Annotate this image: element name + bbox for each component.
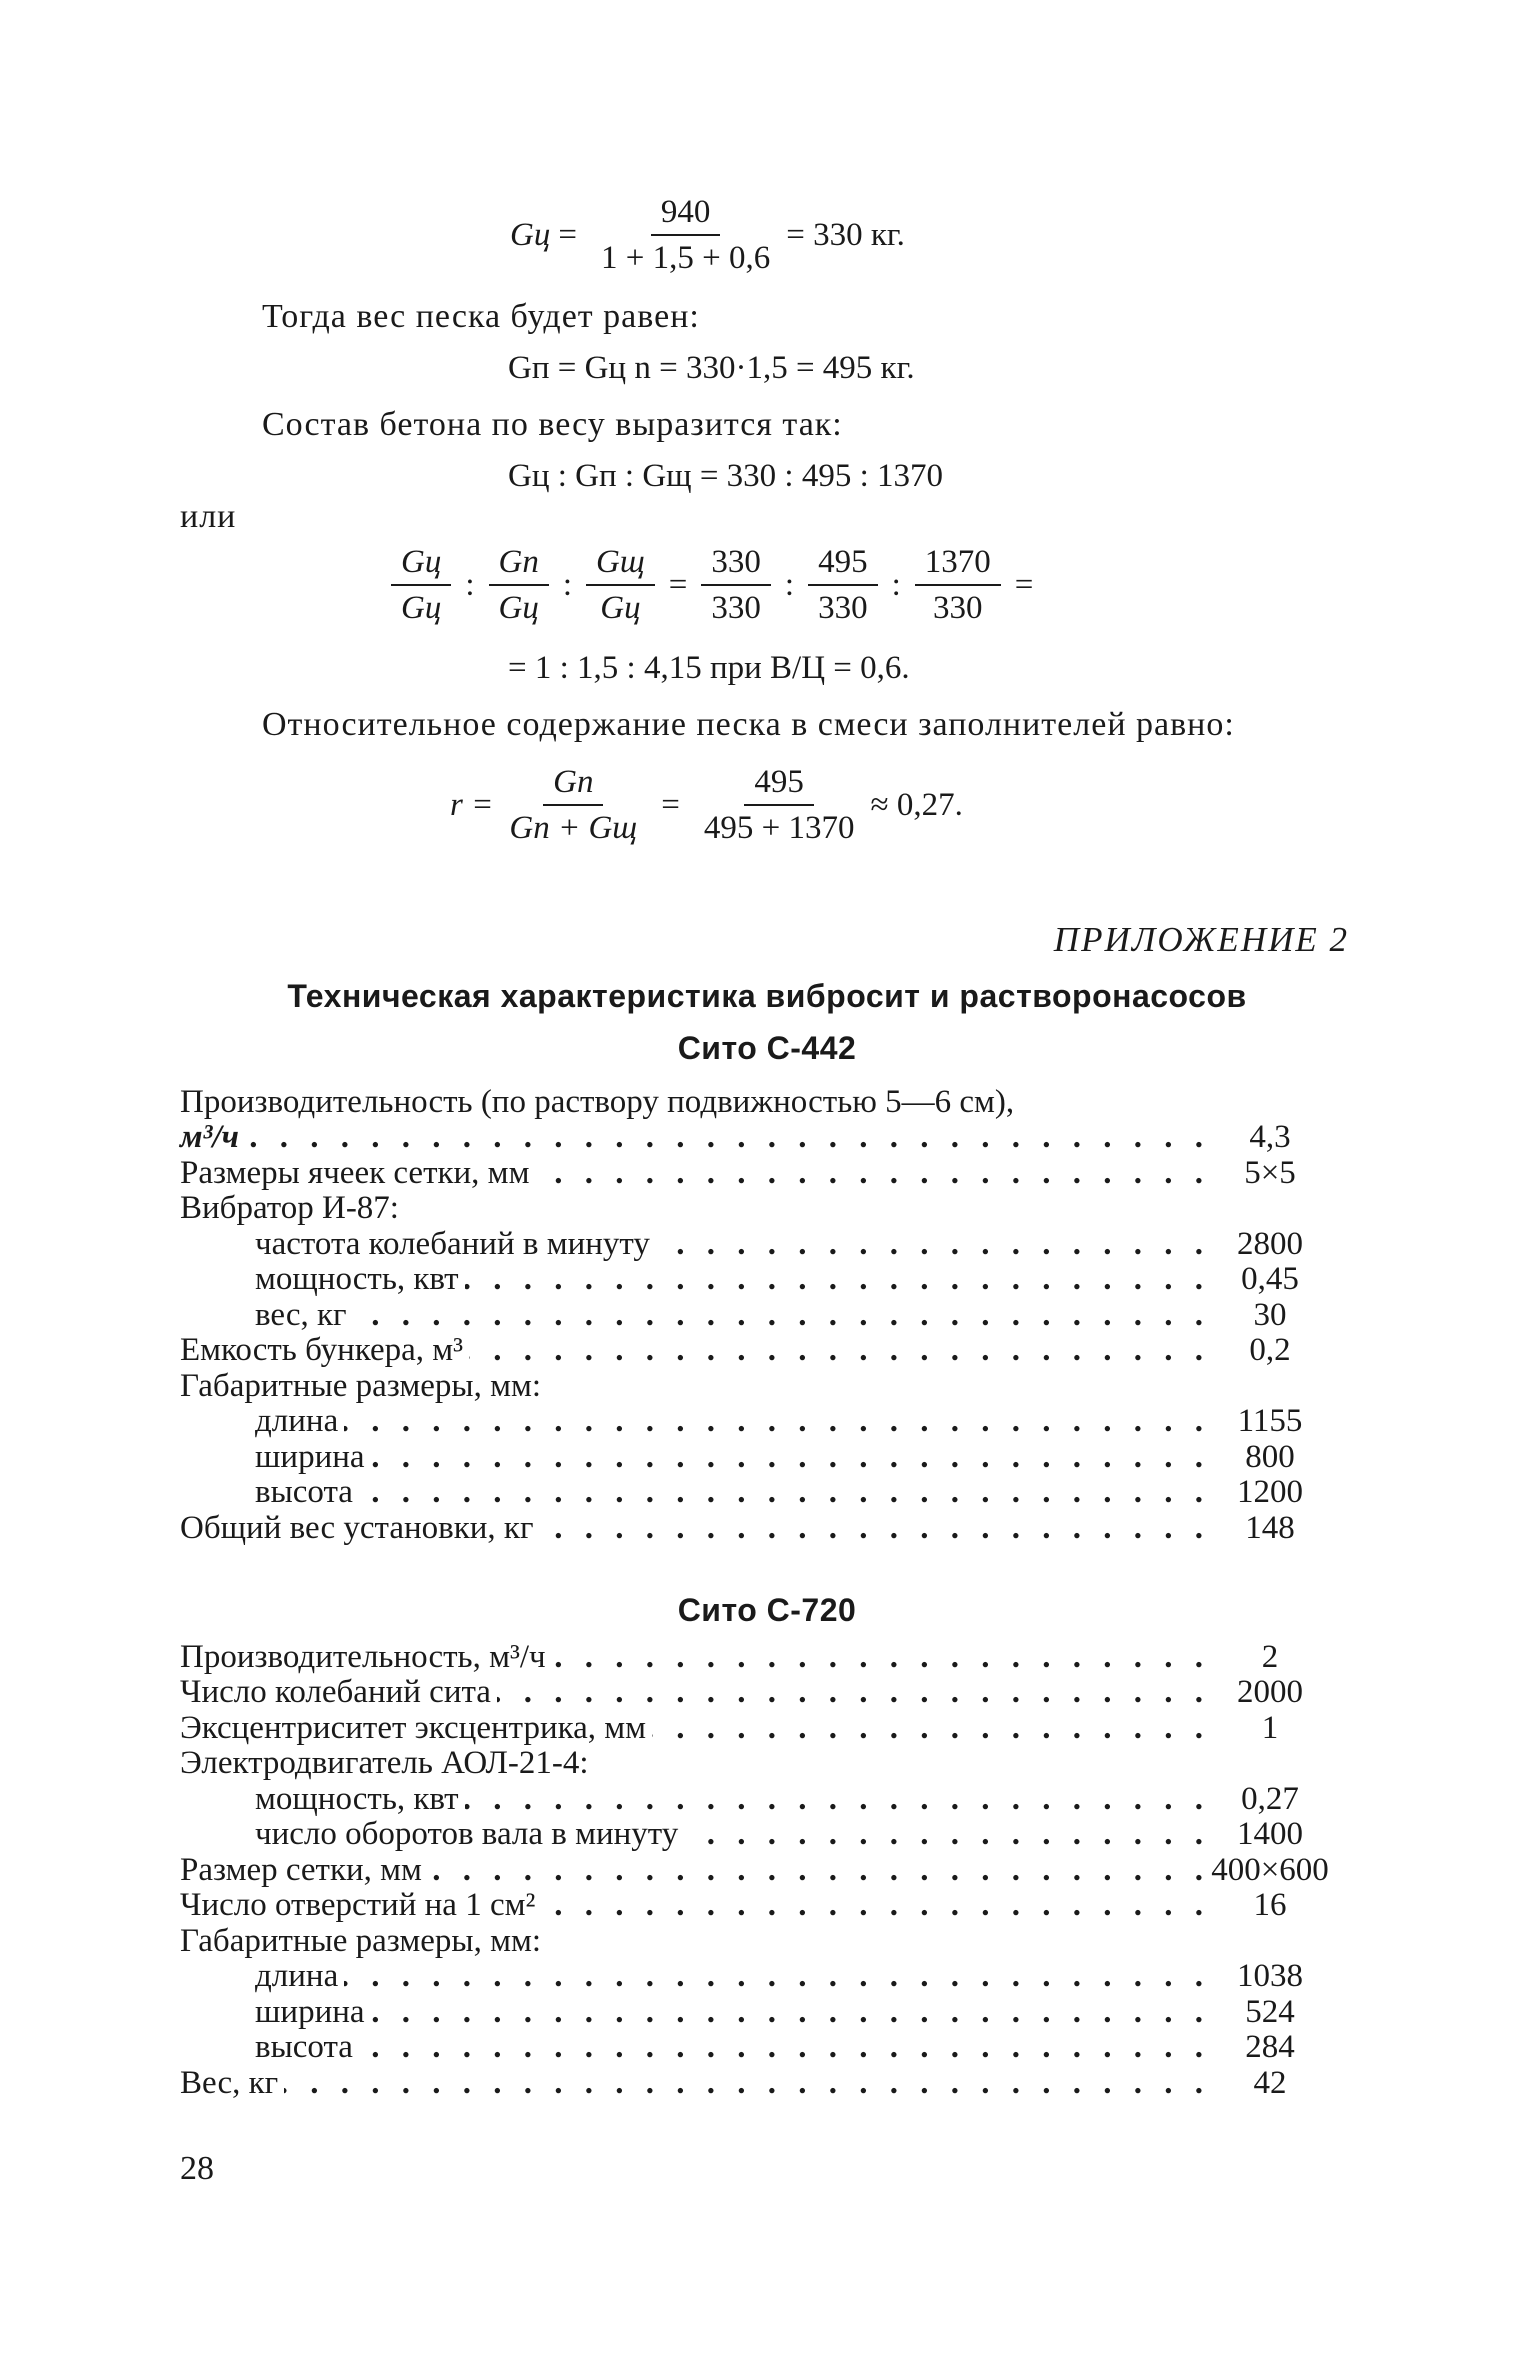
dot-leader [371,2001,1210,2031]
equals-sign: = [558,216,577,253]
sieve2-spec-table [180,1640,1330,2102]
spec-row [180,1085,1330,1121]
ratio-fraction-4 [701,540,771,630]
fraction-denominator: 330 [711,590,761,626]
spec-row [180,1782,1330,1818]
dot-leader [541,1894,1210,1924]
dot-leader [353,1304,1210,1334]
spec-row [180,1476,1330,1512]
spec-row [180,1640,1330,1676]
spec-row [180,1960,1330,1996]
dot-leader [344,1410,1210,1440]
spec-row [180,1298,1330,1334]
spec-row [180,1995,1330,2031]
spec-value: 148 [1245,1509,1295,1546]
spec-value: 0,45 [1241,1261,1299,1297]
fraction-denominator: 330 [933,590,983,626]
dot-leader [1020,1091,1210,1121]
fraction-numerator: Gп [543,760,603,806]
spec-value: 1038 [1237,1958,1303,1994]
dot-leader [539,1517,1210,1547]
formula-gc-result: = 330 кг. [786,216,905,253]
spec-row [180,1121,1330,1157]
spec-value: 1400 [1237,1816,1303,1852]
colon: : [562,566,573,603]
spec-value: 2800 [1237,1225,1303,1262]
spec-value: 800 [1245,1438,1295,1475]
spec-label: Размер сетки, мм [180,1851,422,1888]
dot-leader [284,2072,1210,2102]
dot-leader [469,1339,1210,1369]
spec-label: мощность, квт [255,1780,459,1817]
spec-value: 16 [1253,1887,1287,1923]
fraction-numerator: Gц [391,540,451,586]
formula-r-fraction-1 [499,760,647,850]
colon: : [465,566,475,603]
equals-sign: = [661,786,680,823]
spec-label: высота [255,2029,353,2065]
spec-row [180,1334,1330,1370]
fraction-denominator: Gц [401,590,442,626]
spec-value: 42 [1253,2064,1287,2101]
page-number: 28 [180,2150,214,2187]
spec-value: 1 [1261,1709,1279,1746]
spec-label: частота колебаний в минуту [255,1225,650,1262]
spec-label: Вес, кг [180,2064,279,2101]
spec-label: Производительность, м³/ч [180,1638,546,1675]
spec-value: 1200 [1237,1474,1303,1510]
spec-row [180,1924,1330,1960]
spec-row [180,1192,1330,1228]
spec-label: высота [255,1474,353,1510]
spec-row [180,1369,1330,1405]
equals-sign: = [1014,566,1034,603]
spec-label: Вибратор И-87: [180,1190,399,1226]
fraction-denominator: 330 [818,590,868,626]
formula-sand: Gп = Gц n = 330·1,5 = 495 кг. [508,350,915,386]
dot-leader [465,1268,1210,1298]
fraction-numerator: Gп [489,540,549,586]
spec-value: 1155 [1237,1403,1303,1439]
sieve2-title: Сито С-720 [677,1592,857,1628]
spec-label: ширина [255,1993,365,2030]
fraction-numerator: Gщ [586,540,655,586]
spec-value: 284 [1245,2029,1295,2065]
spec-label: Габаритные размеры, мм: [180,1922,542,1959]
spec-label: Габаритные размеры, мм: [180,1367,542,1404]
spec-row [180,1263,1330,1299]
fraction-denominator: Gц [498,590,539,626]
spec-label: длина [255,1958,339,1994]
dot-leader [684,1823,1210,1853]
fraction-denominator: Gп + Gщ [509,810,638,846]
composition-intro-text: Состав бетона по весу выразится так: [262,406,843,443]
ratio-fraction-5 [808,540,878,630]
dot-leader [535,1162,1210,1192]
spec-label: Электродвигатель АОЛ-21-4: [180,1745,589,1781]
spec-row [180,1676,1330,1712]
spec-row [180,1227,1330,1263]
dot-leader [359,1481,1210,1511]
dot-leader [465,1788,1210,1818]
spec-label: Емкость бункера, м³ [180,1332,464,1368]
spec-label: Число колебаний сита [180,1674,491,1710]
section-title: Техническая характеристика вибросит и растворонасосов [287,978,1247,1014]
spec-row [180,1747,1330,1783]
formula-gc [510,190,905,280]
fraction-denominator: Gц [600,590,641,626]
fraction-numerator: 940 [651,190,721,236]
formula-r-lhs: r = [450,786,494,823]
fraction-numerator: 330 [701,540,771,586]
spec-label: Число отверстий на 1 см² [180,1887,536,1923]
formula-r-result: ≈ 0,27. [870,786,963,823]
dot-leader [652,1717,1210,1747]
spec-label: м³/ч [180,1119,239,1155]
spec-value: 2 [1261,1638,1279,1675]
spec-label: Эксцентриситет эксцентрика, мм [180,1709,647,1746]
ratio-fraction-3 [586,540,655,630]
dot-leader [547,1375,1210,1405]
spec-row [180,1711,1330,1747]
formula-ratio [385,540,1041,630]
spec-row [180,1511,1330,1547]
relative-intro-text: Относительное содержание песка в смеси заполнителей равно: [262,706,1235,743]
ratio-fraction-2 [489,540,549,630]
formula-r [450,760,963,850]
dot-leader [547,1930,1210,1960]
formula-gc-lhs: Gц [510,216,551,253]
ratio-fraction-1 [391,540,451,630]
dot-leader [552,1646,1210,1676]
spec-label: Размеры ячеек сетки, мм [180,1154,530,1191]
spec-value: 400×600 [1211,1851,1329,1888]
formula-composition: Gц : Gп : Gщ = 330 : 495 : 1370 [508,458,944,494]
sand-intro-text: Тогда вес песка будет равен: [262,298,700,335]
spec-label: Общий вес установки, кг [180,1509,534,1546]
spec-value: 4,3 [1249,1119,1291,1155]
spec-value: 0,27 [1241,1780,1299,1817]
fraction-denominator: 1 + 1,5 + 0,6 [600,240,771,276]
dot-leader [245,1126,1210,1156]
dot-leader [344,1965,1210,1995]
dot-leader [371,1446,1210,1476]
spec-value: 524 [1245,1993,1295,2030]
fraction-denominator: 495 + 1370 [703,810,855,846]
spec-label: ширина [255,1438,365,1475]
spec-row [180,1156,1330,1192]
colon: : [784,566,795,603]
spec-value: 2000 [1237,1674,1303,1710]
formula-r-fraction-2 [694,760,865,850]
spec-row [180,1405,1330,1441]
spec-row [180,2066,1330,2102]
spec-row [180,1440,1330,1476]
or-word: или [180,498,237,535]
dot-leader [497,1681,1210,1711]
spec-value: 5×5 [1244,1154,1296,1191]
colon: : [891,566,901,603]
formula-ratio-result: = 1 : 1,5 : 4,15 при В/Ц = 0,6. [508,650,910,686]
dot-leader [656,1233,1210,1263]
spec-label: число оборотов вала в минуту [255,1816,679,1852]
spec-label: мощность, квт [255,1261,459,1297]
formula-gc-fraction [591,190,780,280]
spec-label: длина [255,1403,339,1439]
spec-row [180,1889,1330,1925]
spec-value: 30 [1253,1296,1287,1333]
dot-leader [405,1197,1210,1227]
spec-value: 0,2 [1249,1332,1291,1368]
fraction-numerator: 495 [808,540,878,586]
spec-row [180,1853,1330,1889]
spec-label: Производительность (по раствору подвижностью 5—6 см), [180,1083,1015,1120]
sieve1-title: Сито С-442 [677,1030,857,1066]
dot-leader [595,1752,1210,1782]
sieve1-spec-table [180,1085,1330,1547]
fraction-numerator: 1370 [915,540,1001,586]
spec-label: вес, кг [255,1296,347,1333]
ratio-fraction-6 [915,540,1001,630]
appendix-label: ПРИЛОЖЕНИЕ 2 [1053,920,1349,959]
fraction-numerator: 495 [744,760,814,806]
dot-leader [359,2036,1210,2066]
equals-sign: = [668,566,688,603]
spec-row [180,2031,1330,2067]
spec-row [180,1818,1330,1854]
dot-leader [428,1859,1210,1889]
